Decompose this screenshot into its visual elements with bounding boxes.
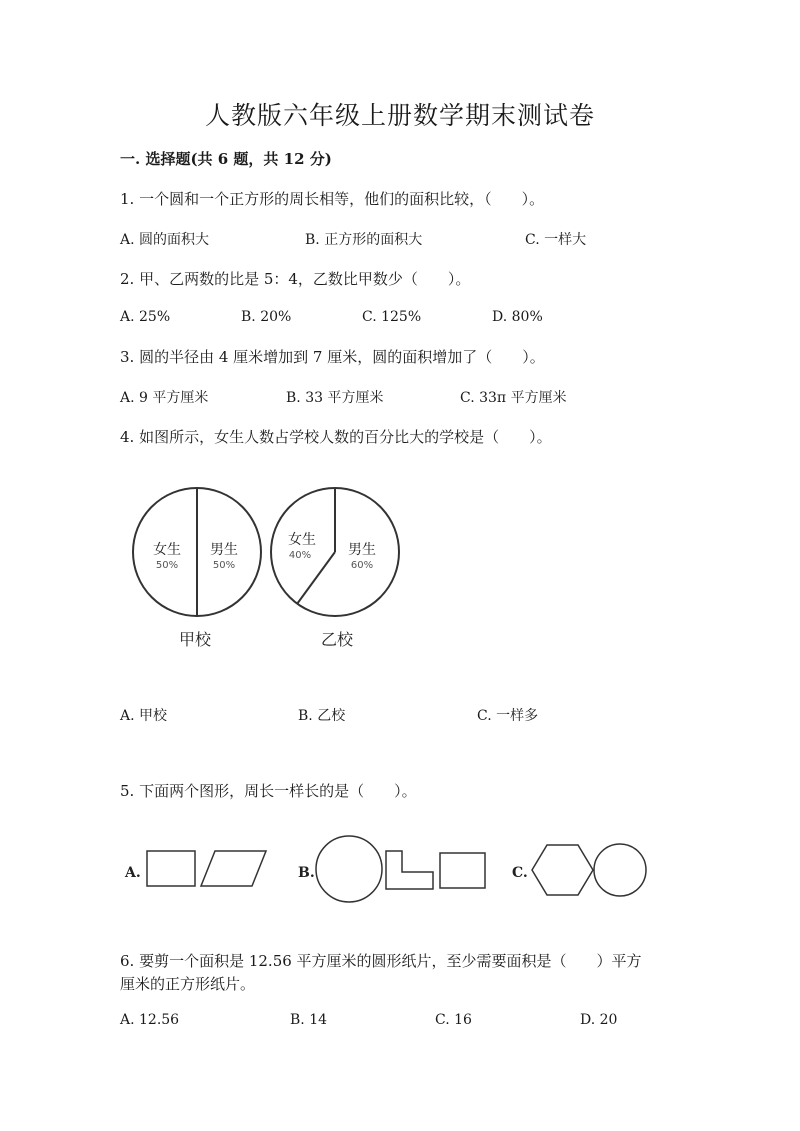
square-shape [147, 851, 195, 886]
circle-shape [316, 836, 382, 902]
school-b-boys-label: 男生 [348, 542, 376, 558]
question-2-stem: 2. 甲、乙两数的比是 5：4，乙数比甲数少（ ）。 [120, 270, 471, 288]
school-a-pie-chart [133, 488, 261, 649]
shape-group-a-label: A. [125, 865, 141, 881]
question-6-option-c: C. 16 [435, 1012, 472, 1028]
question-5-stem: 5. 下面两个图形，周长一样长的是（ ）。 [120, 782, 417, 800]
question-4-stem: 4. 如图所示，女生人数占学校人数的百分比大的学校是（ ）。 [120, 428, 552, 446]
school-a-name: 甲校 [178, 630, 212, 649]
question-2-option-a: A. 25% [120, 309, 171, 325]
rectangle-shape [440, 853, 485, 888]
question-6-option-a: A. 12.56 [120, 1012, 180, 1028]
question-6-stem-line-1: 6. 要剪一个面积是 12.56 平方厘米的圆形纸片，至少需要面积是（ ）平方 [120, 952, 642, 970]
school-b-girls-label: 女生 [288, 532, 316, 548]
school-b-boys-percent: 60% [350, 560, 374, 571]
question-1-stem: 1. 一个圆和一个正方形的周长相等，他们的面积比较，（ ）。 [120, 190, 545, 208]
school-b-girls-percent: 40% [288, 550, 312, 561]
school-b-name: 乙校 [320, 630, 354, 649]
school-b-pie-chart [271, 488, 399, 649]
question-3-stem: 3. 圆的半径由 4 厘米增加到 7 厘米，圆的面积增加了（ ）。 [120, 348, 545, 366]
question-6-option-d: D. 20 [580, 1012, 618, 1028]
page-title: 人教版六年级上册数学期末测试卷 [204, 101, 595, 130]
school-a-boys-label: 男生 [210, 542, 238, 558]
question-3-option-c: C. 33π 平方厘米 [460, 390, 567, 406]
question-3-option-a: A. 9 平方厘米 [120, 390, 209, 406]
question-5-figure [124, 836, 646, 902]
hexagon-shape [532, 845, 593, 895]
shape-group-b-label: B. [298, 865, 315, 881]
question-2-option-d: D. 80% [492, 309, 543, 325]
question-6-option-b: B. 14 [290, 1012, 328, 1028]
school-a-boys-percent: 50% [212, 560, 236, 571]
l-shape [386, 851, 433, 889]
question-4-option-b: B. 乙校 [298, 708, 346, 724]
parallelogram-shape [201, 851, 266, 886]
question-3-option-b: B. 33 平方厘米 [286, 390, 384, 406]
question-2-option-c: C. 125% [362, 309, 422, 325]
question-1-option-c: C. 一样大 [525, 232, 587, 248]
question-1-option-b: B. 正方形的面积大 [305, 232, 423, 248]
school-a-girls-percent: 50% [155, 560, 179, 571]
shape-group-c-label: C. [512, 865, 528, 881]
section-heading: 一. 选择题(共 6 题，共 12 分) [120, 150, 332, 168]
question-2-option-b: B. 20% [241, 309, 292, 325]
small-circle-shape [594, 844, 646, 896]
question-6-stem-line-2: 厘米的正方形纸片。 [120, 975, 256, 993]
question-4-option-c: C. 一样多 [477, 708, 539, 724]
question-4-option-a: A. 甲校 [120, 708, 168, 724]
school-a-girls-label: 女生 [153, 542, 181, 558]
question-1-option-a: A. 圆的面积大 [120, 232, 210, 248]
